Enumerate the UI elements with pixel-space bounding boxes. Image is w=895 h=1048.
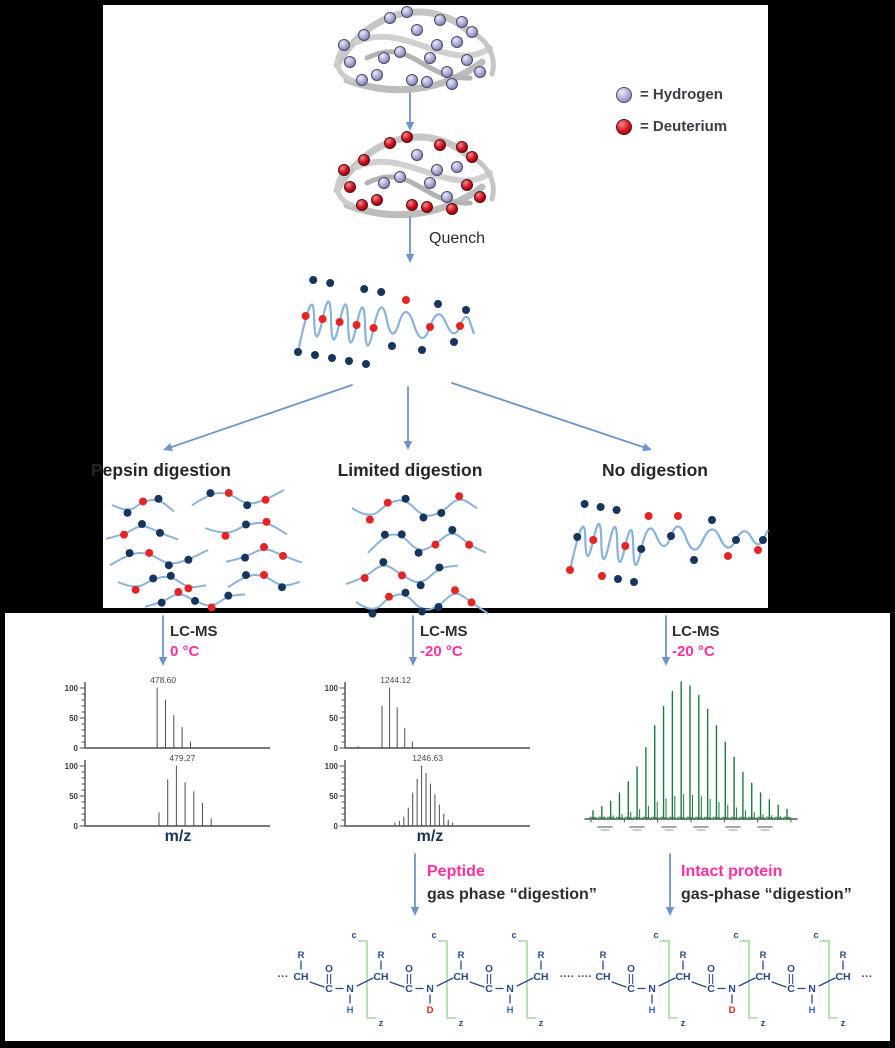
arrow-icon — [406, 122, 414, 131]
svg-text:N: N — [506, 983, 514, 995]
svg-text:O: O — [787, 964, 795, 975]
svg-text:N: N — [426, 983, 434, 995]
branch-label-nodigestion: No digestion — [602, 460, 708, 480]
quenched-protein-illustration — [294, 276, 474, 368]
svg-text:c: c — [653, 930, 659, 940]
svg-text:CH: CH — [835, 971, 851, 983]
svg-text:478.60: 478.60 — [150, 675, 177, 685]
svg-text:100: 100 — [324, 762, 338, 771]
branch-label-limited: Limited digestion — [337, 460, 483, 480]
svg-text:N: N — [648, 983, 656, 995]
svg-text:1244.12: 1244.12 — [380, 675, 411, 685]
svg-text:N: N — [808, 983, 816, 995]
svg-text:D: D — [728, 1005, 736, 1016]
svg-text:1246.63: 1246.63 — [412, 753, 443, 763]
svg-text:50: 50 — [69, 792, 78, 801]
legend-label: = Deuterium — [640, 118, 728, 135]
lcms-label-2: LC-MS — [420, 623, 468, 640]
svg-text:···· ····: ···· ···· — [559, 971, 593, 983]
legend-label: = Hydrogen — [640, 86, 723, 103]
arrow-icon — [666, 907, 674, 916]
svg-text:100: 100 — [64, 762, 78, 771]
gasphase-subtitle-peptide: gas phase “digestion” — [427, 886, 597, 903]
svg-text:CH: CH — [675, 971, 691, 983]
svg-text:50: 50 — [329, 714, 338, 723]
svg-text:···: ··· — [861, 971, 873, 983]
svg-text:R: R — [377, 950, 385, 961]
arrow-icon — [411, 907, 419, 916]
mass-spectrum — [65, 753, 270, 831]
svg-text:R: R — [537, 950, 545, 961]
mz-axis-label-2: m/z — [416, 828, 444, 845]
svg-text:CH: CH — [533, 971, 549, 983]
legend-item-deuterium — [616, 118, 727, 135]
temperature-label-1: 0 °C — [170, 643, 200, 660]
svg-text:CH: CH — [453, 971, 469, 983]
arrow-icon — [404, 441, 412, 450]
arrow-icon — [163, 443, 173, 451]
svg-text:···: ··· — [277, 971, 289, 983]
svg-text:R: R — [297, 950, 305, 961]
svg-text:C: C — [787, 983, 795, 995]
svg-text:c: c — [733, 930, 739, 940]
svg-text:CH: CH — [293, 971, 309, 983]
svg-text:479.27: 479.27 — [169, 753, 196, 763]
lcms-label-3: LC-MS — [672, 623, 720, 640]
arrow-icon — [159, 657, 167, 666]
svg-text:0: 0 — [73, 822, 78, 831]
svg-text:D: D — [426, 1005, 434, 1016]
temperature-label-3: -20 °C — [672, 643, 715, 660]
svg-text:100: 100 — [324, 684, 338, 693]
svg-text:0: 0 — [73, 744, 78, 753]
svg-text:R: R — [457, 950, 465, 961]
legend — [616, 86, 727, 150]
svg-text:C: C — [627, 983, 635, 995]
svg-text:100: 100 — [64, 684, 78, 693]
svg-text:c: c — [813, 930, 819, 940]
svg-text:C: C — [325, 983, 333, 995]
mz-axis-label-1: m/z — [164, 828, 192, 845]
arrow-icon — [409, 657, 417, 666]
mass-spectrum — [65, 675, 270, 753]
svg-text:C: C — [707, 983, 715, 995]
deuterium-sphere-icon — [616, 119, 632, 135]
limited-fragments-illustration — [346, 492, 488, 617]
intact-protein-illustration — [566, 500, 768, 586]
gasphase-title-peptide: Peptide — [427, 863, 485, 880]
svg-text:50: 50 — [329, 792, 338, 801]
peptide-backbone-structure — [278, 930, 873, 1028]
svg-text:z: z — [538, 1018, 544, 1028]
svg-text:C: C — [405, 983, 413, 995]
arrow-icon — [406, 254, 414, 263]
lcms-arrows — [159, 616, 674, 916]
svg-text:CH: CH — [595, 971, 611, 983]
svg-text:O: O — [485, 964, 493, 975]
svg-text:H: H — [808, 1005, 816, 1016]
svg-text:50: 50 — [69, 714, 78, 723]
svg-text:C: C — [485, 983, 493, 995]
svg-text:O: O — [405, 964, 413, 975]
mass-spectrum — [325, 753, 530, 831]
svg-text:R: R — [839, 950, 847, 961]
lcms-label-1: LC-MS — [170, 623, 218, 640]
svg-text:R: R — [679, 950, 687, 961]
mass-spectrum — [325, 675, 530, 753]
svg-text:H: H — [648, 1005, 656, 1016]
svg-text:O: O — [627, 964, 635, 975]
temperature-label-2: -20 °C — [420, 643, 463, 660]
protein-folded-illustration — [337, 7, 493, 90]
gasphase-subtitle-intact: gas-phase “digestion” — [681, 886, 852, 903]
svg-text:0: 0 — [333, 822, 338, 831]
quench-label: Quench — [429, 230, 486, 247]
arrow-icon — [172, 385, 352, 447]
hydrogen-sphere-icon — [616, 87, 632, 103]
workflow-arrows — [163, 93, 652, 451]
svg-text:c: c — [511, 930, 517, 940]
svg-text:H: H — [506, 1005, 514, 1016]
branch-label-pepsin: Pepsin digestion — [90, 460, 232, 480]
svg-text:O: O — [325, 964, 333, 975]
svg-text:z: z — [760, 1018, 766, 1028]
mass-spectrum-intact — [585, 682, 797, 830]
svg-text:R: R — [599, 950, 607, 961]
svg-text:H: H — [346, 1005, 354, 1016]
gasphase-title-intact: Intact protein — [681, 863, 783, 880]
svg-text:0: 0 — [333, 744, 338, 753]
legend-item-hydrogen — [616, 86, 727, 103]
svg-text:z: z — [378, 1018, 384, 1028]
svg-text:z: z — [458, 1018, 464, 1028]
arrow-icon — [642, 443, 652, 451]
svg-text:z: z — [840, 1018, 846, 1028]
svg-text:R: R — [759, 950, 767, 961]
svg-text:N: N — [346, 983, 354, 995]
svg-text:c: c — [431, 930, 437, 940]
svg-text:z: z — [680, 1018, 686, 1028]
svg-text:CH: CH — [755, 971, 771, 983]
protein-deuterated-illustration — [337, 132, 493, 215]
arrow-icon — [452, 383, 643, 447]
svg-text:O: O — [707, 964, 715, 975]
arrow-icon — [662, 657, 670, 666]
svg-text:c: c — [351, 930, 357, 940]
svg-text:N: N — [728, 983, 736, 995]
svg-text:CH: CH — [373, 971, 389, 983]
pepsin-fragments-illustration — [106, 489, 302, 612]
